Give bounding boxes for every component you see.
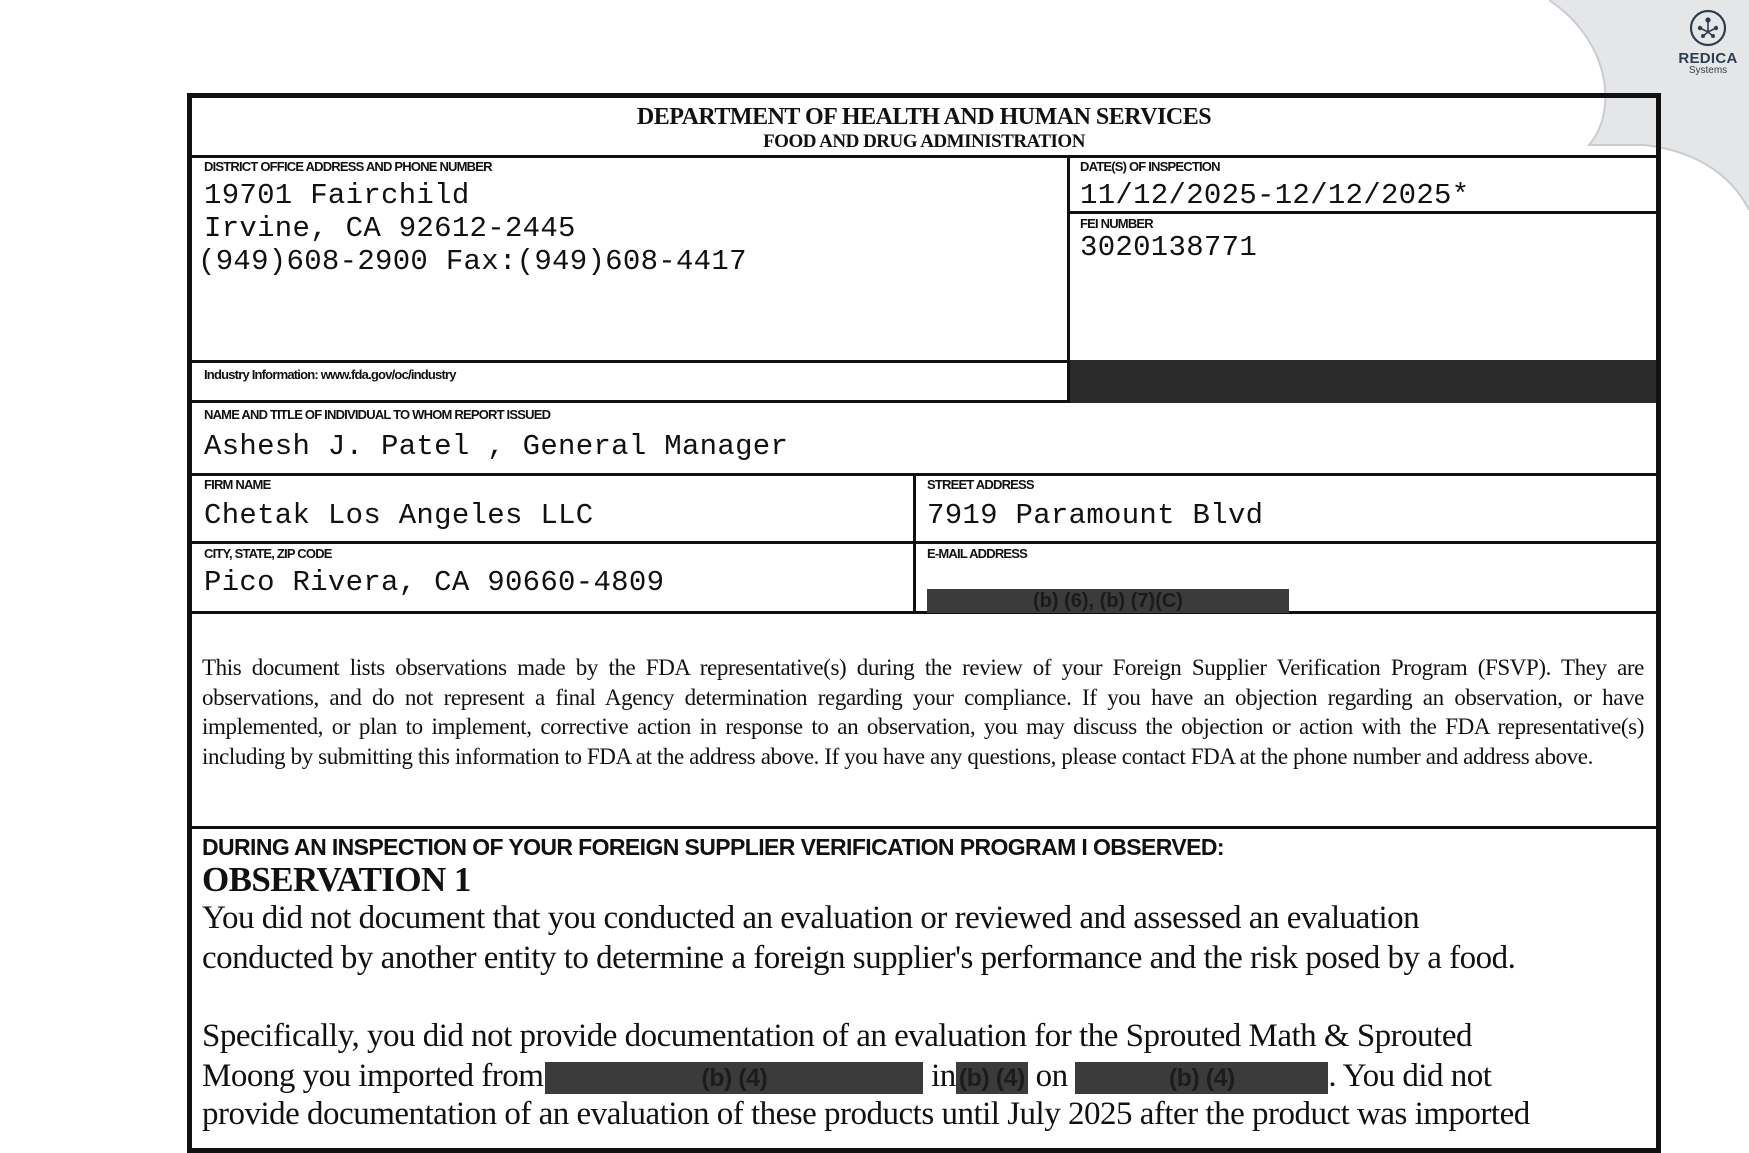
inspection-dates-label: DATE(S) OF INSPECTION — [1080, 159, 1220, 174]
observation-line-4a: Moong you imported from — [202, 1058, 544, 1094]
divider — [192, 611, 1656, 614]
form-header-subtitle: FOOD AND DRUG ADMINISTRATION — [763, 131, 1085, 152]
email-redaction: (b) (6), (b) (7)(C) — [927, 589, 1289, 613]
fei-number-label: FEI NUMBER — [1080, 216, 1153, 231]
industry-info: Industry Information: www.fda.gov/oc/industry — [204, 367, 456, 382]
district-address-line1: 19701 Fairchild — [204, 179, 470, 212]
redica-logo-icon — [1688, 8, 1728, 48]
observation-title: OBSERVATION 1 — [202, 860, 471, 899]
district-phone-fax: (949)608-2900 Fax:(949)608-4417 — [198, 245, 747, 278]
observation-line-4d: . You did not — [1328, 1058, 1492, 1094]
street-address-value: 7919 Paramount Blvd — [927, 499, 1264, 532]
redaction-date: (b) (4) — [1075, 1062, 1328, 1094]
redaction-location: (b) (4) — [956, 1062, 1028, 1094]
street-address-label: STREET ADDRESS — [927, 477, 1034, 492]
firm-name-label: FIRM NAME — [204, 477, 271, 492]
district-office-label: DISTRICT OFFICE ADDRESS AND PHONE NUMBER — [204, 159, 492, 174]
fei-number-value: 3020138771 — [1080, 231, 1258, 264]
divider — [192, 155, 1656, 158]
observation-line-5: provide documentation of an evaluation of these products until July 2025 after the product was imported — [202, 1096, 1530, 1132]
email-label: E-MAIL ADDRESS — [927, 546, 1028, 561]
inspection-dates-value: 11/12/2025-12/12/2025* — [1080, 179, 1470, 212]
form-header-title: DEPARTMENT OF HEALTH AND HUMAN SERVICES — [636, 104, 1212, 130]
blacked-out-cell — [1070, 360, 1656, 403]
observed-heading: DURING AN INSPECTION OF YOUR FOREIGN SUPPLIER VERIFICATION PROGRAM I OBSERVED: — [202, 834, 1224, 860]
observation-line-3: Specifically, you did not provide documentation of an evaluation for the Sprouted Math & Sprouted — [202, 1018, 1472, 1054]
city-state-zip-label: CITY, STATE, ZIP CODE — [204, 546, 332, 561]
city-state-zip-value: Pico Rivera, CA 90660-4809 — [204, 566, 665, 599]
divider — [192, 826, 1656, 829]
logo-sub: Systems — [1688, 65, 1728, 76]
district-address-line2: Irvine, CA 92612-2445 — [204, 212, 576, 245]
divider — [913, 473, 916, 614]
notice-paragraph: This document lists observations made by the FDA representative(s) during the review of your Foreign Supplier Verification Program (FSVP). They are observations, and do not represent a final Agency determination regarding your compliance. If you have an objection regarding an observation, or have implemented, or plan to implement, corrective action in response to an observation, you may discuss the objection or action with the FDA representative(s) including by submitting this information to FDA at the address above. If you have any questions, please contact FDA at the phone number and address above. — [202, 655, 1644, 769]
observation-line-1: You did not document that you conducted an evaluation or reviewed and assessed an evaluation — [202, 900, 1420, 936]
observation-line-2: conducted by another entity to determine a foreign supplier's performance and the risk posed by a food. — [202, 940, 1516, 976]
firm-name-value: Chetak Los Angeles LLC — [204, 499, 594, 532]
individual-label: NAME AND TITLE OF INDIVIDUAL TO WHOM REPORT ISSUED — [204, 407, 551, 422]
observation-line-4c: on — [1035, 1058, 1068, 1094]
observation-line-4b: in — [931, 1058, 956, 1094]
redaction-supplier: (b) (4) — [545, 1062, 923, 1094]
observation-line-4 — [202, 1056, 1646, 1096]
divider — [192, 541, 1656, 544]
divider — [192, 473, 1656, 476]
logo-name: REDICA — [1678, 50, 1738, 67]
fda-483-form — [187, 93, 1661, 1153]
individual-value: Ashesh J. Patel , General Manager — [204, 430, 789, 463]
